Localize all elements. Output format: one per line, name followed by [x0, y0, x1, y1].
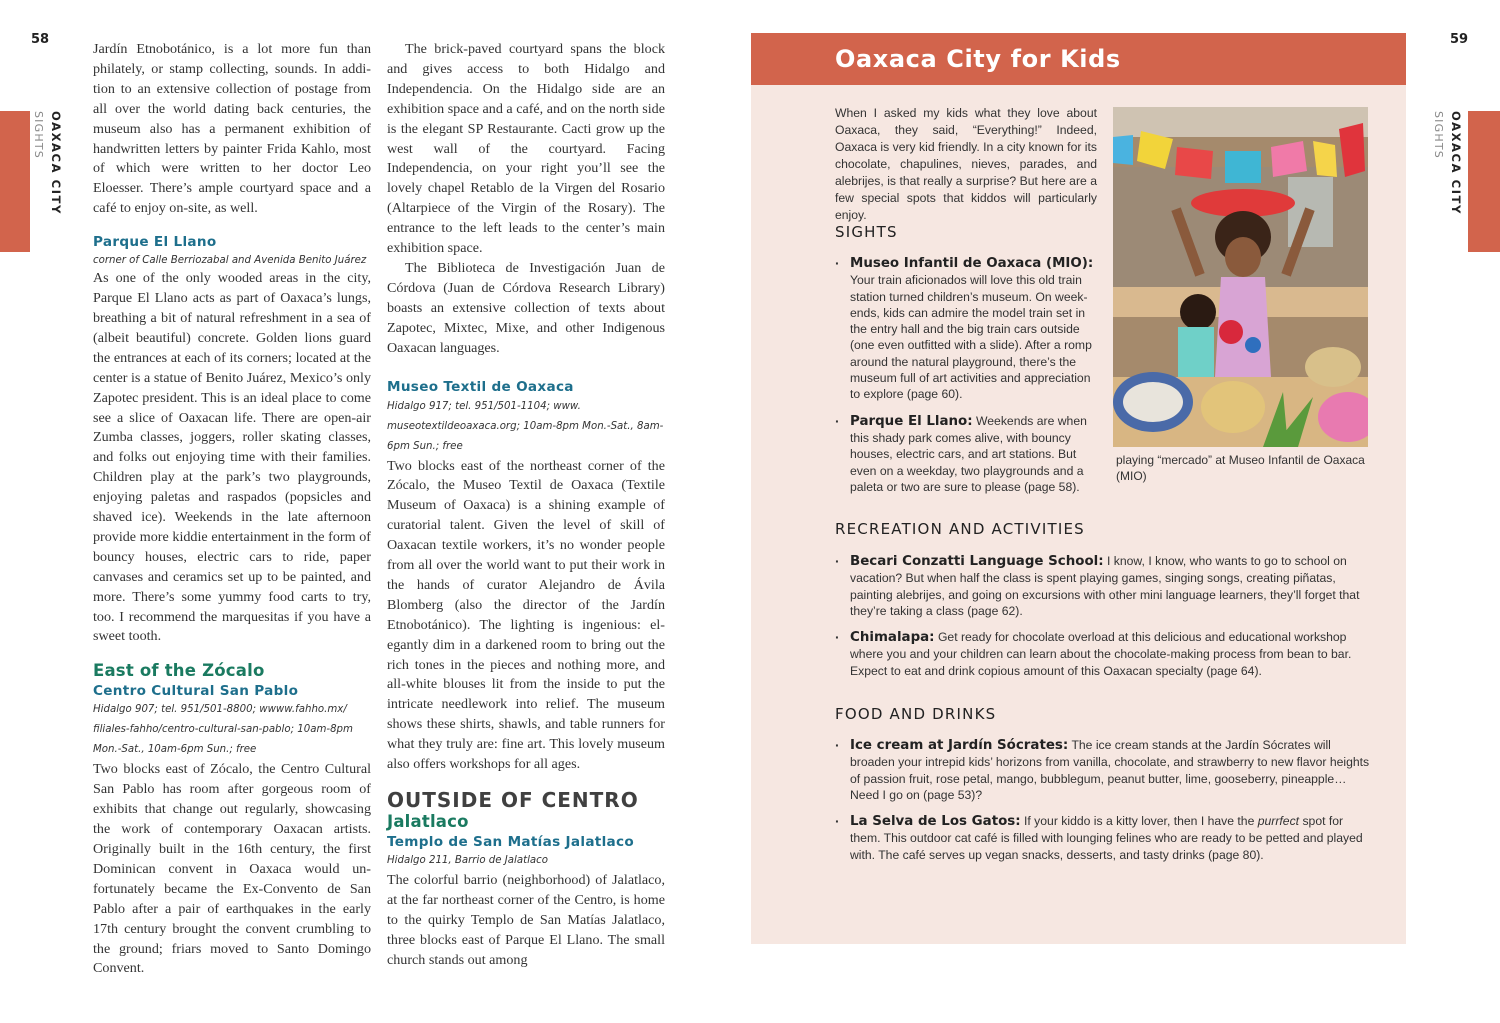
item-title: Becari Conzatti Language School: — [850, 554, 1104, 569]
item-title: Museo Infantil de Oaxaca (MIO): — [850, 256, 1094, 271]
paragraph: Jardín Etnobotánico, is a lot more fun than philately, or stamp collecting, sounds. In addition to an extensive collection of postage from all over the world dating back centuries, the museum also has a permanent exhibition of handwritten letters by painter Frida Kahlo, most of which were written to her doctor Leo Eloesser. There’s ample courtyard space and a café to enjoy on-site, as well. — [93, 41, 371, 217]
listing-info: Hidalgo 211, Barrio de Jalatlaco — [387, 855, 548, 866]
paragraph: The Biblioteca de Investigación Juan de Córdova (Juan de Córdova Research Library) boasts an extensive collection of texts about Zapotec, Mixtec, Mixe, and other Indigenous Oaxacan languages. — [387, 259, 665, 356]
photo-child-playing-mercado — [1113, 107, 1368, 447]
item-text: Your train aficionados will love this old train station turned children’s museum. On weekends, kids can admire the model train set in the entry hall and the big train cars outside (one even outfitted with a slide). After a romp around the natural playground, there’s the museum full of art activities and appreciation to explore (page 60). — [850, 273, 1092, 402]
sights-list — [835, 255, 1097, 505]
section-heading-outside-of-centro: OUTSIDE OF CENTRO — [387, 788, 639, 812]
photo-illustration — [1113, 107, 1368, 447]
photo-caption: playing “mercado” at Museo Infantil de Oaxaca (MIO) — [1116, 453, 1365, 483]
sidebar-header — [751, 33, 1406, 85]
item-title: La Selva de Los Gatos: — [850, 814, 1021, 830]
paragraph: As one of the only wooded areas in the city, Parque El Llano acts as part of Oaxaca’s lungs, breathing a bit of natural refreshment in a sea of (albeit beautiful) concrete. Golden lions guard the entrances at each of its corners; located at the center is a statue of Benito Juárez, Mexico’s only Zapotec president. This is an ideal place to come see a slice of Oaxacan life. There are open-air Zumba classes, joggers, roller skating classes, and folks out enjoying time with their families. Children play at the park’s two playgrounds, enjoying paletas and raspados (popsicles and shaved ice). Weekends in the late afternoon provide more kiddie entertainment in the form of bouncy houses, electric cars to ride, paper canvases and ceramics set up to be painted, and more. There’s some yummy food carts to try, too. I recommend the marquesitas if you have a sweet tooth. — [93, 270, 371, 645]
item-title: Ice cream at Jardín Sócrates: — [850, 738, 1069, 753]
sidebar-intro: When I asked my kids what they love about Oaxaca, they said, “Everything!” Indeed, Oaxaca is very kid friendly. In a city known for its chocolate, chapulines, nieves, parades, and alebrijes, is that really a surprise? But here are a few special spots that kiddos will particularly enjoy. — [835, 106, 1097, 222]
listing-heading-museo-textil: Museo Textil de Oaxaca — [387, 378, 574, 395]
item-title: Chimalapa: — [850, 630, 935, 646]
listing-info: Hidalgo 917; tel. 951/501-1104; www. museotextildeoaxaca.org; 10am-8pm Mon.-Sat., 8am-6pm Sun.; free — [387, 400, 664, 452]
item-text: I know, I know, who wants to go to school on vacation? But when half the class is spent playing games, singing songs, creating piñatas, painting alebrijes, and going on excursions with other mini language learners, they’ll forget that they’re taking a class (page 62). — [850, 554, 1360, 618]
list-item — [835, 629, 1370, 679]
list-item — [835, 737, 1370, 803]
area-heading-jalatlaco: Jalatlaco — [387, 812, 469, 831]
sidebar-title: Oaxaca City for Kids — [835, 45, 1121, 73]
paragraph: The brick-paved courtyard spans the block and gives access to both Hidalgo and Independencia. On the Hidalgo side are an exhibition space and a café, and on the north side is the elegant SP Restaurante. Cacti grow up the west wall of the courtyard. Facing Independencia, on your right you’ll see the lovely chapel Retablo de la Virgen del Rosario (Altarpiece of the Virgin of the Rosary). The entrance to the left leads to the center’s main exhibition space. — [387, 41, 665, 257]
paragraph: Two blocks east of the northeast corner of the Zócalo, the Museo Textil de Oaxaca (Textile Museum of Oaxaca) is a shining example of curatorial talent. Given the level of skill of Oaxacan textile workers, it’s no wonder people from all over the world want to put their work in the hands of curator Alejandro de Ávila Blomberg (also the director of the Jardín Etnobotánico). The lighting is ingenious: elegantly dim in a darkened room to bring out the rich tones in the pieces and nothing more, and all-white blouses lit from the inside to put the intricate needlework into relief. The museum shows these shirts, shawls, and table runners for what they truly are: fine art. This lovely museum also offers workshops for all ages. — [387, 457, 665, 773]
running-head-subsection: SIGHTS — [32, 111, 45, 159]
sidebar-section-heading-sights: SIGHTS — [835, 223, 898, 241]
recreation-list — [835, 553, 1370, 689]
list-item — [835, 255, 1097, 403]
listing-heading-templo-san-matias: Templo de San Matías Jalatlaco — [387, 834, 635, 850]
running-head-section: OAXACA CITY — [1449, 111, 1463, 215]
item-text: Get ready for chocolate overload at this delicious and educational workshop where you and your children can learn about the chocolate-making process from bean to bar. Expect to eat and drink copious amount of this Oaxacan specialty (page 64). — [850, 630, 1352, 678]
item-title: Parque El Llano: — [850, 413, 973, 429]
left-column-2 — [387, 40, 665, 971]
listing-heading-parque-el-llano: Parque El Llano — [93, 234, 217, 251]
list-item — [835, 413, 1097, 495]
item-text-before: If your kiddo is a kitty lover, then I have the — [1024, 814, 1258, 829]
paragraph: The colorful barrio (neighborhood) of Jalatlaco, at the far northeast corner of the Centro, is home to the quirky Templo de San Matías Jalatlaco, three blocks east of Parque El Llano. The small church stands out among — [387, 872, 665, 968]
kids-sidebar-box — [751, 33, 1406, 944]
food-list — [835, 737, 1370, 873]
chapter-tab-left — [0, 111, 30, 252]
page-number-right: 59 — [1450, 32, 1469, 47]
item-text: Weekends are when this shady park comes alive, with bouncy houses, electric cars, and art stations. But even on a weekday, two playgrounds and a paleta or two are sure to please (page 58). — [850, 413, 1087, 494]
area-heading-east-of-zocalo: East of the Zócalo — [93, 661, 265, 681]
sidebar-section-heading-recreation: RECREATION AND ACTIVITIES — [835, 520, 1085, 538]
paragraph: Two blocks east of Zócalo, the Centro Cultural San Pablo has room after gorgeous room of exhibits that change out regularly, showcasing the work of contemporary Oaxacan artists. Originally built in the 16th century, the first Dominican convent in Oaxaca would unfortunately became the Ex-Convento de San Pablo after a pair of earthquakes in the early 17th century brought the convent crumbling to the ground; friars moved to Santo Domingo Convent. — [93, 761, 371, 977]
running-head-left — [30, 111, 70, 252]
list-item — [835, 553, 1370, 619]
running-head-section: OAXACA CITY — [49, 111, 63, 215]
running-head-subsection: SIGHTS — [1432, 111, 1445, 159]
sidebar-section-heading-food: FOOD AND DRINKS — [835, 705, 997, 723]
left-column-1 — [93, 40, 371, 979]
listing-info: corner of Calle Berriozabal and Avenida Benito Juárez — [93, 255, 367, 267]
list-item — [835, 813, 1370, 863]
page-number-left: 58 — [31, 32, 50, 47]
listing-info: Hidalgo 907; tel. 951/501-8800; wwww.fahho.mx/ filiales-fahho/centro-cultural-san-pablo; 10am-8pm Mon.-Sat., 10am-6pm Sun.; free — [93, 704, 353, 756]
listing-heading-centro-cultural-san-pablo: Centro Cultural San Pablo — [93, 683, 299, 700]
chapter-tab-right — [1468, 111, 1500, 252]
item-text-after: spot for them. This outdoor cat café is filled with lounging felines who are ready to be petted and played with. The café serves up vegan snacks, desserts, and tasty drinks (page 80). — [850, 814, 1363, 862]
running-head-right — [1430, 111, 1470, 252]
item-text-emphasis: purrfect — [1257, 814, 1300, 829]
item-text: The ice cream stands at the Jardín Sócrates will broaden your intrepid kids’ horizons from vanilla, chocolate, and strawberry to new flavor heights of passion fruit, rose petal, mango, bubblegum, peanut butter, lime, gooseberry, pineapple… Need I go on (page 53)? — [850, 738, 1370, 802]
